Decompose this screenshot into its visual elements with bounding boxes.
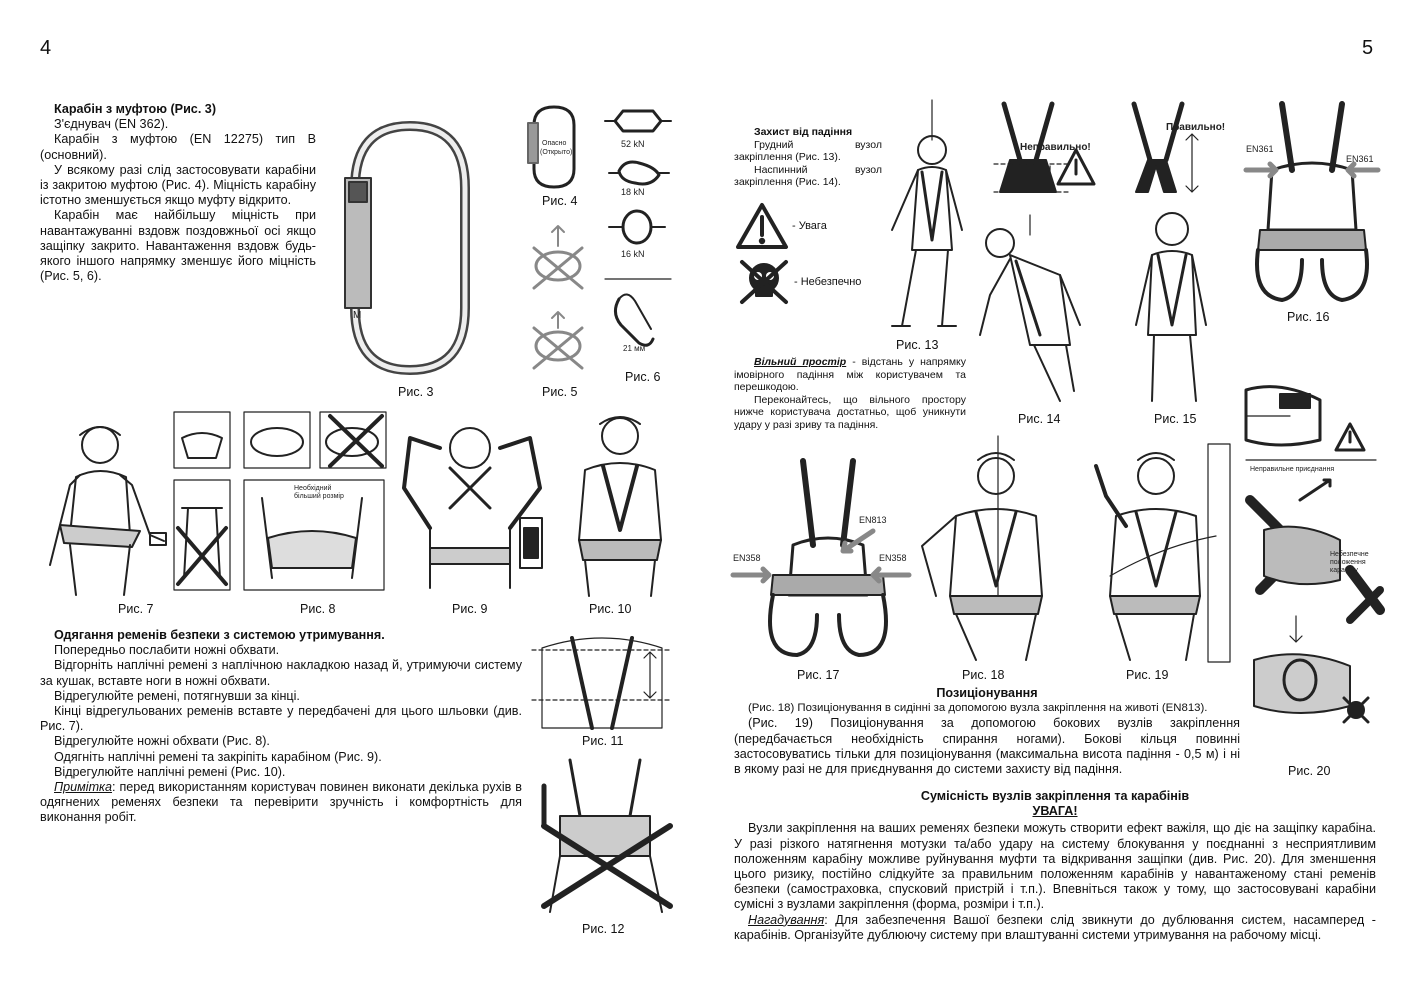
clearance-text: - відстань у напрямку імовірного падіння між користувачем та перешкодою.	[734, 356, 966, 394]
danger-legend: - Небезпечно	[794, 276, 862, 288]
carabiner-open-figure-4	[520, 103, 590, 193]
shoulder-straps-figure-9	[400, 408, 560, 598]
caption-fig6: Рис. 6	[625, 370, 661, 384]
incorrect-harness-figure-12	[540, 756, 675, 916]
kn-52: 52 kN	[621, 139, 645, 149]
donning-note-text: : перед використанням користувач повинен виконати декілька рухів в одягнених ременях безпеки та перевірити зручність і комфортність для виконання робіт.	[40, 780, 522, 825]
caption-fig8: Рис. 8	[300, 602, 336, 616]
svg-text:M: M	[353, 310, 362, 321]
caption-fig13: Рис. 13	[896, 338, 939, 352]
carabiner-line: Карабін з муфтою (EN 12275) тип B (основний).	[40, 132, 316, 162]
page-number-right: 5	[1362, 37, 1374, 59]
danger-skull-icon	[736, 256, 792, 306]
caption-fig11: Рис. 11	[582, 734, 624, 748]
caption-fig10: Рис. 10	[589, 602, 632, 616]
en361-label-b: EN361	[1346, 154, 1374, 164]
caption-fig15: Рис. 15	[1154, 412, 1197, 426]
carabiner-line: У всякому разі слід застосовувати карабіни із закритою муфтою (Рис. 4). Міцність карабіну істотно зменшується якщо муфту відкрито.	[40, 162, 316, 208]
sit-positioning-figure-18	[916, 436, 1056, 664]
carabiner-figure-3	[335, 118, 485, 378]
wrong-label: Неправильно!	[1020, 142, 1091, 153]
carabiner-line: Карабін має найбільшу міцність при навантажуванні вздовж поздовжньої осі якщо защіпку закрито. Навантаження вздовж будь-якого іншого напрямку зменшує його міцність (Рис. 5, 6).	[40, 208, 316, 284]
compatibility-section	[734, 789, 1376, 943]
donning-line: Відрегулюйте наплічні ремені (Рис. 10).	[54, 764, 286, 779]
carabiner-load-figure-5	[524, 218, 594, 378]
donning-line: Відрегулюйте ножні обхвати (Рис. 8).	[54, 734, 270, 749]
clearance-label: Вільний простір	[754, 356, 847, 368]
positioning-p1: (Рис. 18) Позиціонування в сидінні за допомогою вузла закріплення на животі (EN813).	[748, 702, 1208, 715]
carabiner-title: Карабін з муфтою (Рис. 3)	[54, 102, 217, 116]
chest-attachment-figure-13	[862, 100, 972, 335]
mm-21: 21 мм	[623, 344, 646, 353]
donning-section	[40, 628, 522, 826]
donning-note-label: Примітка	[54, 780, 113, 795]
donning-line: Попередньо послабити ножні обхвати.	[54, 643, 280, 658]
kn-16: 16 kN	[621, 249, 645, 259]
fall-line: Грудний вузол закріплення (Рис. 13).	[734, 138, 882, 164]
caption-fig3: Рис. 3	[398, 385, 434, 399]
carabiner-section	[40, 102, 316, 284]
full-harness-figure-16	[1242, 100, 1382, 310]
compat-attention: УВАГА!	[1032, 804, 1078, 819]
caption-fig18: Рис. 18	[962, 668, 1005, 682]
warning-icon	[736, 203, 788, 249]
donning-line: Одягніть наплічні ремені та закріпіть карабіном (Рис. 9).	[54, 749, 382, 764]
compat-reminder-label: Нагадування	[748, 912, 825, 927]
carabiner-misuse-figure-20	[1240, 380, 1390, 760]
donning-line: Відрегулюйте ремені, потягнувши за кінці.	[54, 688, 300, 703]
fig4-label-2: (Открыто)	[540, 149, 573, 156]
compat-p1: Вузли закріплення на ваших ременях безпеки можуть створити ефект важіля, що діє на защіпку карабіна. У разі різкого натягнення мотузки та/або удару на систему блокування у поєднанні з несприятливим положенням карабіну можливе руйнування муфти та відкривання защіпки (див. Рис. 20). Для зменшення цього ризику, постійно слідкуйте за правильним положенням карабінів у навантаженому стані ременів безпеки (самостраховка, спусковий пристрій і т.п.). Впевніться також у тому, що застосовувані карабіни сумісні з вузлами закріплення (форма, розміри і т.п.).	[734, 821, 1376, 912]
warning-legend: - Увага	[792, 220, 827, 232]
caption-fig12: Рис. 12	[582, 922, 625, 936]
carabiner-line: З'єднувач (EN 362).	[54, 117, 169, 132]
clearance-section	[734, 356, 966, 432]
leg-loops-figure-8	[172, 408, 392, 598]
caption-fig7: Рис. 7	[118, 602, 154, 616]
donning-note	[40, 780, 522, 826]
positioning-title: Позиціонування	[936, 686, 1038, 700]
en361-label-a: EN361	[1246, 144, 1274, 154]
kn-18: 18 kN	[621, 187, 645, 197]
caption-fig14: Рис. 14	[1018, 412, 1061, 426]
fall-protection-section	[734, 126, 882, 189]
caption-fig5: Рис. 5	[542, 385, 578, 399]
clearance-text-2: Переконайтесь, що вільного простору нижче користувача достатньо, щоб уникнути удару у разі зриву та падіння.	[734, 393, 966, 431]
caption-fig19: Рис. 19	[1126, 668, 1169, 682]
fig20-label-3: положення	[1330, 559, 1366, 566]
caption-fig9: Рис. 9	[452, 602, 488, 616]
en358-label-a: EN358	[733, 553, 761, 563]
right-attachment-sketch	[1120, 100, 1240, 200]
donning-title: Одягання ременів безпеки з системою утримування.	[54, 628, 385, 642]
standing-figure-15	[1126, 205, 1216, 405]
donning-line: Кінці відрегульованих ременів вставте у передбачені для цього шльовки (див. Рис. 7).	[40, 704, 522, 734]
side-positioning-figure-19	[1066, 436, 1236, 664]
fall-line: Наспинний вузол закріплення (Рис. 14).	[734, 163, 882, 189]
positioning-section	[734, 686, 1240, 777]
caption-fig17: Рис. 17	[797, 668, 840, 682]
compat-reminder-text: : Для забезпечення Вашої безпеки слід звикнути до дублювання систем, насамперед - карабінів. Організуйте дублюючу систему при влаштуванні системи утримування на рабочому місці.	[734, 912, 1376, 942]
en813-label: EN813	[859, 515, 887, 525]
fig20-label-4: карабіну	[1330, 567, 1358, 574]
back-attachment-figure-14	[970, 215, 1090, 405]
donning-figure-7	[40, 415, 170, 600]
fig4-label-1: Опасно	[542, 140, 567, 147]
fall-title: Захист від падіння	[754, 126, 853, 138]
sit-harness-figure-17	[733, 455, 913, 665]
back-strap-figure-11	[532, 628, 672, 738]
compat-title: Сумісність вузлів закріплення та карабінів	[920, 789, 1190, 803]
wrong-attachment-sketch	[990, 100, 1110, 200]
donning-line: Відгорніть наплічні ремені з наплічною накладкою назад й, утримуючи систему за кушак, вставте ноги в ножні обхвати.	[40, 658, 522, 688]
fig20-label-1: Неправильне приєднання	[1250, 466, 1335, 473]
adjust-shoulder-figure-10	[565, 410, 675, 600]
positioning-p2: (Рис. 19) Позиціонування за допомогою бокових вузлів закріплення (передбачається необхідність спирання ногами). Бокові кільця повинні застосовуватись тільки для позиціонування (максимальна висота падіння - 0,5 м) і ні в якому разі не для приєднування до системи захисту від падіння.	[734, 716, 1240, 777]
carabiner-strength-figure-6	[605, 103, 675, 363]
page-number-left: 4	[40, 37, 52, 59]
fig8-note-2: більший розмір	[294, 493, 344, 500]
caption-fig20: Рис. 20	[1288, 764, 1331, 778]
fig20-label-2: Небезпечне	[1330, 551, 1369, 558]
fig8-note-1: Необхідний	[294, 485, 332, 492]
en358-label-b: EN358	[879, 553, 907, 563]
caption-fig4: Рис. 4	[542, 194, 578, 208]
right-label: Правильно!	[1166, 122, 1226, 133]
caption-fig16: Рис. 16	[1287, 310, 1330, 324]
